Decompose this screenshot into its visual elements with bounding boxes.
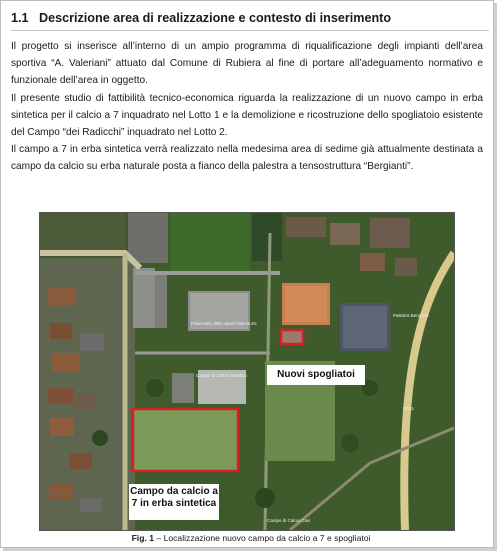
callout-campo-calcio	[129, 484, 219, 520]
body-text	[11, 38, 483, 176]
map-label-sp51: SP51	[403, 406, 415, 411]
callout-nuovi-spogliatoi: Nuovi spogliatoi	[267, 365, 365, 385]
map-label-palazzetto: Palazzetto dello Sport Pala Bursi	[191, 321, 257, 326]
section-number: 1.1	[11, 11, 29, 25]
paragraph-2: Il presente studio di fattibilità tecnico-economica riguarda la realizzazione di un nuovo campo in erba sintetica per il calcio a 7 inquadrato nel Lotto 1 e la demolizione e ricostruzione dello spogliatoio esistente del Campo “dei Radicchi” inquadrato nel Lotto 2.	[11, 92, 483, 139]
paragraph-1: Il progetto si inserisce all’interno di un ampio programma di riqualificazione degli impianti dell’area sportiva “A. Valeriani” attuato dal Comune di Rubiera al fine di portare all’adeguamento normativo e funzionale dell’area in oggetto.	[11, 41, 483, 87]
paragraph-3: Il campo a 7 in erba sintetica verrà realizzato nella medesima area di sedime già attualmente destinata a campo da calcio su erba naturale posta a fianco della palestra a tensostruttura “Bergianti”.	[11, 144, 483, 173]
section-heading	[11, 10, 489, 31]
map-label-campo-sintetico: Campo di Calcio sintetico	[196, 373, 247, 378]
section-title: Descrizione area di realizzazione e contesto di inserimento	[39, 11, 392, 25]
map-label-campo-cavi: Campo di Calcio Cavi	[267, 518, 311, 523]
aerial-map	[39, 212, 455, 531]
figure-caption	[1, 532, 500, 544]
figure-label: Fig. 1	[131, 533, 155, 543]
callout-campo-line2: 7 in erba sintetica	[131, 498, 217, 509]
callout-campo-line1: Campo da calcio a	[130, 486, 218, 497]
figure-caption-text: – Localizzazione nuovo campo da calcio a 7 e spogliatoi	[154, 533, 371, 543]
map-label-palestra: Palestra Bergianti	[393, 313, 429, 318]
